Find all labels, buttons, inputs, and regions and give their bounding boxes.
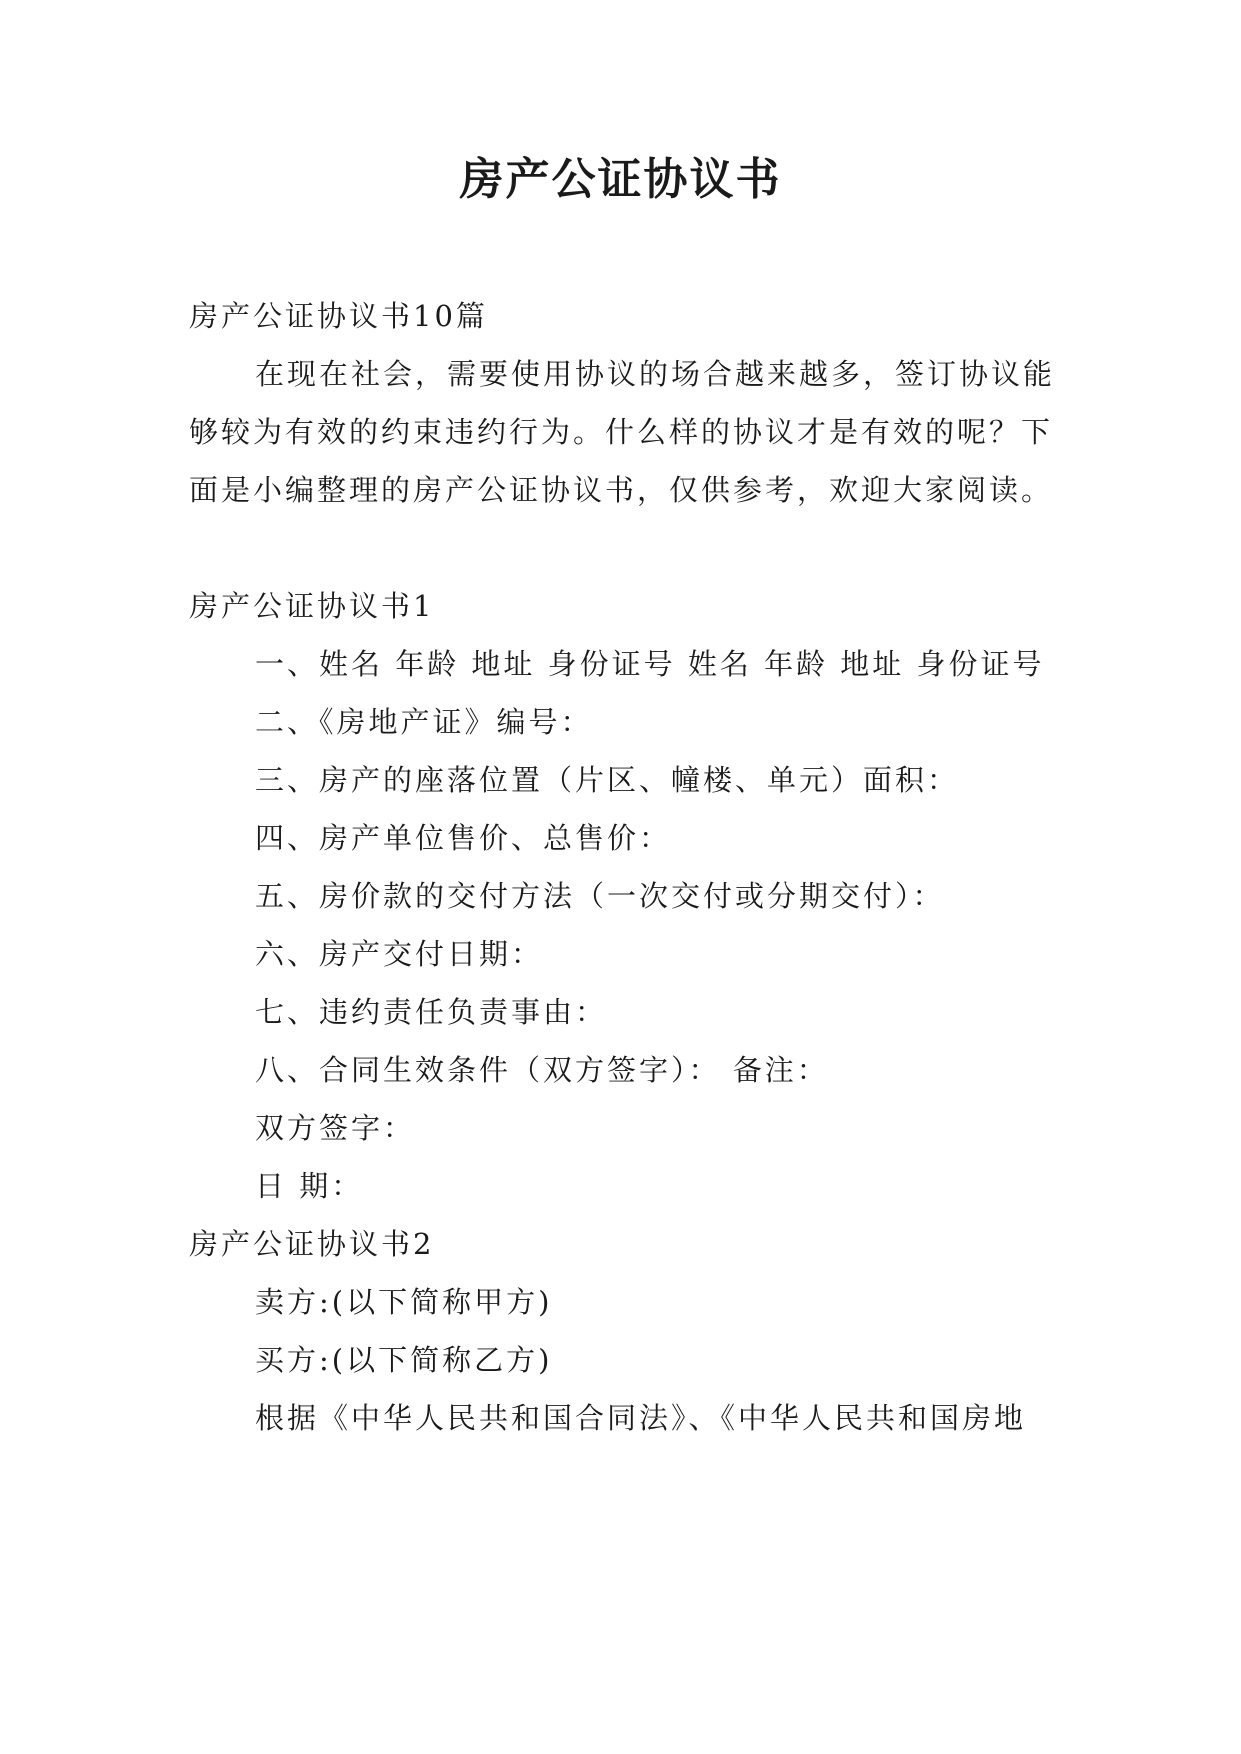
section-1-item-7: 七、违约责任负责事由： bbox=[255, 995, 608, 1029]
section-1-item-2: 二、《房地产证》编号： bbox=[255, 705, 593, 739]
document-body bbox=[189, 287, 1055, 1447]
intro-heading: 房产公证协议书10篇 bbox=[189, 299, 488, 333]
section-1-item-8: 八、合同生效条件（双方签字）： 备注： bbox=[255, 1053, 829, 1087]
paragraph-gap bbox=[189, 519, 1055, 577]
section-1-item-4: 四、房产单位售价、总售价： bbox=[255, 821, 672, 855]
section-2-buyer-line: 买方:(以下简称乙方) bbox=[255, 1343, 553, 1377]
section-1-item-1: 一、姓名 年龄 地址 身份证号 姓名 年龄 地址 身份证号 bbox=[255, 647, 1045, 681]
section-1-item-3: 三、房产的座落位置（片区、幢楼、单元）面积： bbox=[255, 763, 960, 797]
section-1-signature-line: 双方签字： bbox=[255, 1111, 416, 1145]
intro-paragraph: 在现在社会，需要使用协议的场合越来越多，签订协议能够较为有效的约束违约行为。什么样的协议才是有效的呢？下面是小编整理的房产公证协议书，仅供参考，欢迎大家阅读。 bbox=[189, 357, 1056, 507]
section-1-item-5: 五、房价款的交付方法（一次交付或分期交付）： bbox=[255, 879, 945, 913]
document-title: 房产公证协议书 bbox=[459, 154, 782, 205]
section-2-basis-line: 根据《中华人民共和国合同法》、《中华人民共和国房地 bbox=[255, 1401, 1027, 1435]
section-2-heading: 房产公证协议书2 bbox=[189, 1227, 435, 1261]
section-1-heading: 房产公证协议书1 bbox=[189, 589, 435, 623]
section-1-item-6: 六、房产交付日期： bbox=[255, 937, 544, 971]
section-2-seller-line: 卖方:(以下简称甲方) bbox=[255, 1285, 553, 1319]
section-1-date-line: 日 期： bbox=[255, 1169, 364, 1203]
